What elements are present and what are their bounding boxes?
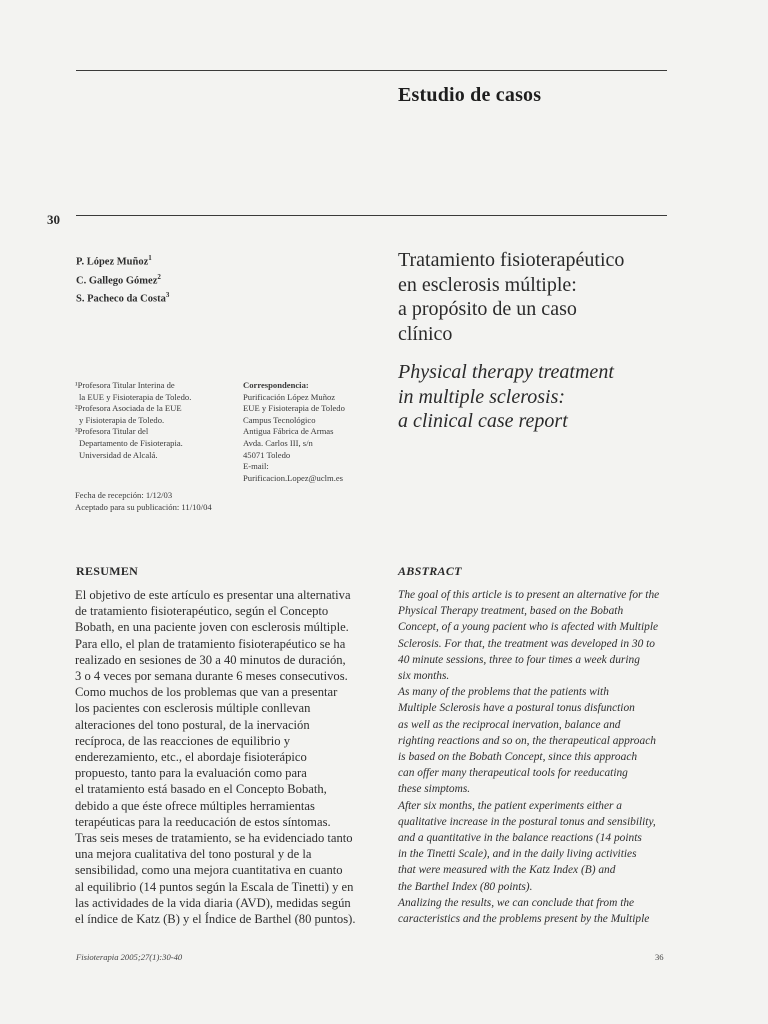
accepted-date: Aceptado para su publicación: 11/10/04 (75, 501, 212, 512)
article-title-spanish: Tratamiento fisioterapéutico en esclerosis múltiple: a propósito de un caso clínico (398, 249, 625, 345)
header-rule (76, 215, 667, 216)
author-2: C. Gallego Gómez$^2$ (76, 272, 161, 286)
footer-citation: Fisioterapia 2005;27(1):30-40 (76, 952, 183, 962)
author-1: P. López Muñoz$^1$ (76, 254, 152, 268)
section-title: Estudio de casos (398, 84, 542, 106)
received-date: Fecha de recepción: 1/12/03 (75, 490, 173, 500)
abstract-body: The goal of this article is to present an alternative for the Physical Therapy treatment, based on the Bobath Concept, of a young pacient who is afected with Multiple Sclerosis. For that, the treatment was developed in 30 to 40 minute sessions, three to four times a week during six months. As many of the problems that the patients with Multiple Sclerosis have a postural tonus disfunction as well as the reciprocal inervation, balance and righting reactions and so on, the therapeutical approach is based on the Bobath Concept, since this approach can offer many therapeutical tools for reeducating these simptoms. After six months, the patient experiments either a qualitative increase in the postural tonus and sensibility, and a quantitative in the balance reactions (14 points in the Tinetti Scale), and in the daily living activities that were measured with the Katz Index (B) and the Barthel Index (80 points). Analizing the results, we can conclude that from the caracteristics and the problems present by the Multiple (398, 589, 660, 926)
resumen-body: El objetivo de este artículo es presentar una alternativa de tratamiento fisioterapéutico, según el Concepto Bobath, en una paciente joven con esclerosis múltiple. Para ello, el plan de tratamiento fisioterapéutico se ha realizado en sesiones de 30 a 40 minutos de duración, 3 o 4 veces por semana durante 6 meses consecutivos. Como muchos de los problemas que van a presentar los pacientes con esclerosis múltiple conllevan alteraciones del tono postural, de la inervación recíproca, de las reacciones de equilibrio y enderezamiento, etc., el abordaje fisioterápico propuesto, tanto para la evaluación como para el tratamiento está basado en el Concepto Bobath, debido a que éste ofrece múltiples herramientas terapéuticas para la reeducación de estos síntomas. Tras seis meses de tratamiento, se ha evidenciado tanto una mejora cualitativa del tono postural y de la sensibilidad, como una mejora cuantitativa en cuanto al equilibrio (14 puntos según la Escala de Tinetti) y en las actividades de la vida diaria (AVD), medidas según el índice de Katz (B) y el Índice de Barthel (80 puntos). (75, 588, 356, 927)
correspondence-email: Purificacion.Lopez@uclm.es (243, 472, 344, 483)
affiliations: ¹Profesora Titular Interina de la EUE y Fisioterapia de Toledo. ²Profesora Asociada de la EUE y Fisioterapia de Toledo. ³Profesora Titular del Departamento de Fisioterapia. Universidad de Alcalá. (75, 380, 192, 460)
top-rule (76, 70, 667, 71)
correspondence-block: Correspondencia: Purificación López Muñoz EUE y Fisioterapia de Toledo Campus Tecnológico Antigua Fábrica de Armas Avda. Carlos III, s/n 45071 Toledo E-mail: Purificacion.Lopez@uclm.es (243, 380, 345, 483)
publication-dates (75, 490, 212, 513)
article-title-english: Physical therapy treatment in multiple sclerosis: a clinical case report (398, 361, 614, 432)
author-list (76, 251, 169, 307)
author-3: S. Pacheco da Costa$^3$ (76, 291, 170, 305)
correspondence-title: Correspondencia: (243, 380, 309, 390)
abstract-heading: ABSTRACT (398, 564, 462, 578)
resumen-heading: RESUMEN (76, 564, 139, 578)
footer-page-number: 36 (655, 952, 664, 962)
page-number: 30 (47, 212, 60, 227)
